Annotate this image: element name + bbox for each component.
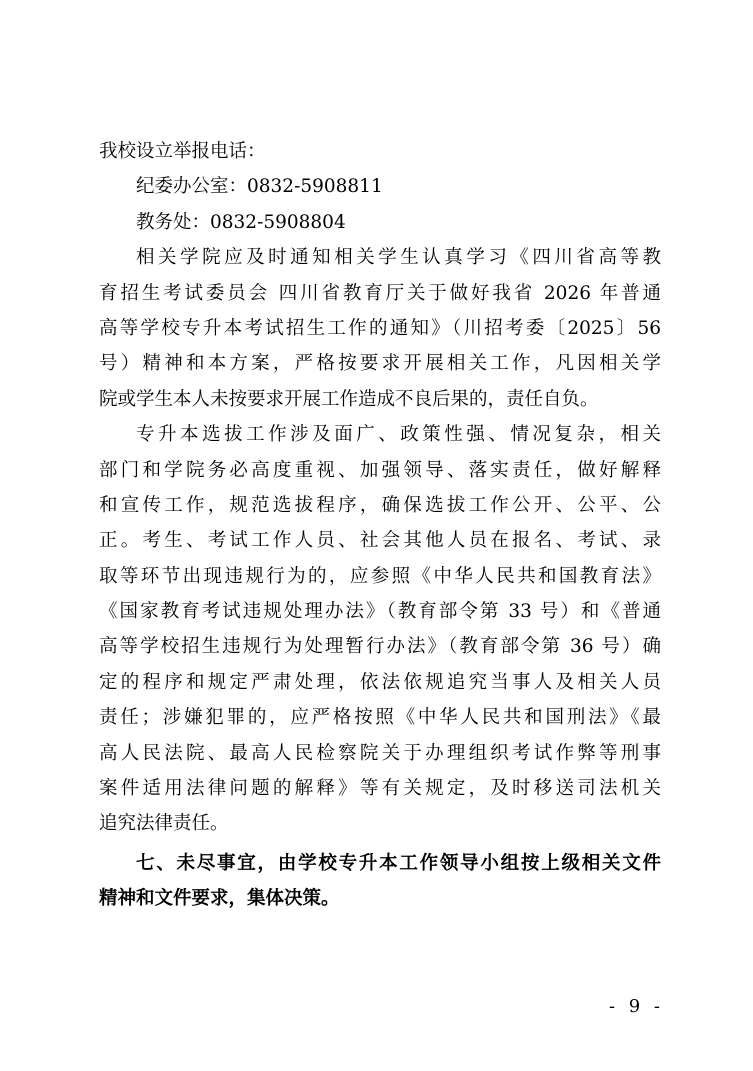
text-line: 部门和学院务必高度重视、加强领导、落实责任，做好解释 bbox=[99, 459, 661, 481]
text-line: 高人民法院、最高人民检察院关于办理组织考试作弊等刑事 bbox=[99, 742, 661, 764]
paragraph-section-seven bbox=[99, 846, 661, 917]
text-line: 精神和文件要求，集体决策。 bbox=[99, 888, 340, 910]
text-line: 教务处：0832-5908804 bbox=[136, 211, 346, 233]
text-line: 七、未尽事宜，由学校专升本工作领导小组按上级相关文件 bbox=[136, 852, 661, 874]
paragraph-hotline-discipline bbox=[99, 169, 661, 204]
text-line: 责任；涉嫌犯罪的，应严格按照《中华人民共和国刑法》《最 bbox=[99, 707, 661, 729]
text-line: 纪委办公室：0832-5908811 bbox=[136, 176, 383, 198]
text-line: 正。考生、考试工作人员、社会其他人员在报名、考试、录 bbox=[99, 530, 661, 552]
text-line: 《国家教育考试违规处理办法》（教育部令第 33 号）和《普通 bbox=[99, 601, 661, 623]
text-line: 追究法律责任。 bbox=[99, 813, 229, 835]
text-line: 取等环节出现违规行为的，应参照《中华人民共和国教育法》 bbox=[99, 565, 661, 587]
text-line: 高等学校专升本考试招生工作的通知》（川招考委〔2025〕56 bbox=[99, 317, 661, 339]
paragraph-study-notice bbox=[99, 240, 661, 417]
text-line: 号）精神和本方案，严格按要求开展相关工作，凡因相关学 bbox=[99, 353, 661, 375]
paragraph-hotline-intro bbox=[99, 134, 661, 169]
text-line: 高等学校招生违规行为处理暂行办法》（教育部令第 36 号）确 bbox=[99, 636, 661, 658]
text-line: 相关学院应及时通知相关学生认真学习《四川省高等教 bbox=[136, 247, 661, 269]
text-line: 育招生考试委员会 四川省教育厅关于做好我省 2026 年普通 bbox=[99, 282, 661, 304]
paragraph-selection-work bbox=[99, 417, 661, 842]
document-body bbox=[99, 134, 661, 917]
text-line: 院或学生本人未按要求开展工作造成不良后果的，责任自负。 bbox=[99, 388, 599, 410]
text-line: 和宣传工作，规范选拔程序，确保选拔工作公开、公平、公 bbox=[99, 494, 661, 516]
page-number: - 9 - bbox=[608, 996, 664, 1017]
text-line: 案件适用法律问题的解释》等有关规定，及时移送司法机关 bbox=[99, 778, 661, 800]
paragraph-hotline-academic bbox=[99, 205, 661, 240]
text-line: 定的程序和规定严肃处理，依法依规追究当事人及相关人员 bbox=[99, 671, 661, 693]
text-line: 我校设立举报电话： bbox=[99, 141, 266, 162]
text-line: 专升本选拔工作涉及面广、政策性强、情况复杂，相关 bbox=[136, 424, 661, 446]
